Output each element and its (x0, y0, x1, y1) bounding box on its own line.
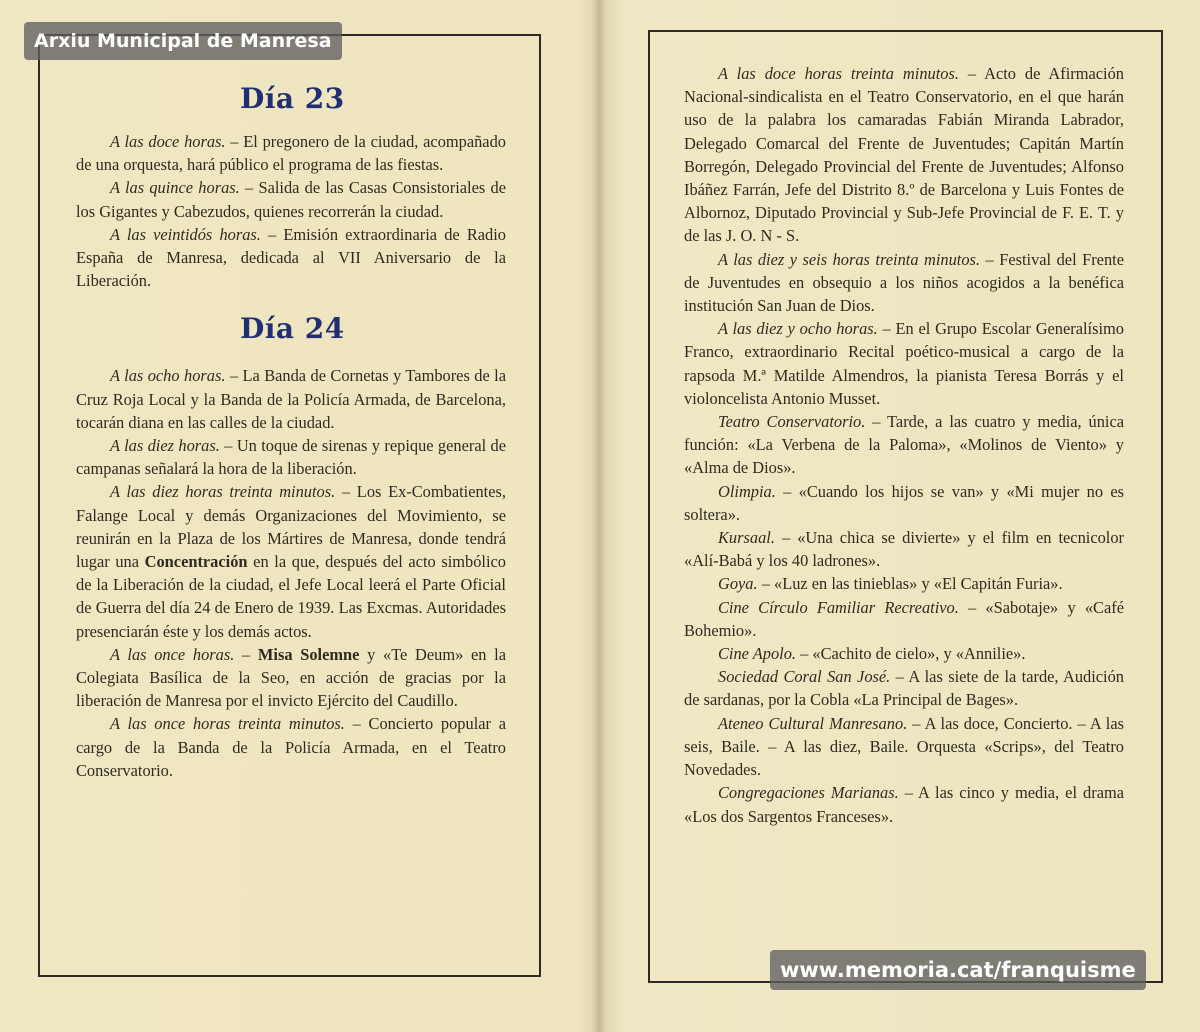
event-text: – El pregonero de la ciudad, acompañado de una orquesta, hará público el programa de las fiestas. (76, 132, 506, 175)
left-page-frame (38, 34, 541, 977)
event-text: – (234, 644, 258, 664)
time-label: A las diez horas treinta minutos. (110, 482, 336, 502)
right-item-5 (684, 480, 1124, 526)
time-label: A las once horas treinta minutos. (110, 714, 345, 734)
event-text: – Festival del Frente de Juventudes en obsequio a los niños acogidos a la benéfica institución San Juan de Dios. (684, 249, 1124, 316)
right-item-2 (684, 248, 1124, 318)
venue-label: Cine Círculo Familiar Recreativo. (718, 597, 959, 617)
time-label: A las diez horas. (110, 436, 220, 456)
time-label: A las veintidós horas. (110, 224, 261, 244)
time-label: A las doce horas. (110, 132, 226, 151)
right-item-8 (684, 596, 1124, 642)
time-label: A las ocho horas. (110, 366, 226, 386)
day23-item-1 (76, 130, 506, 176)
website-watermark: www.memoria.cat/franquisme (770, 950, 1146, 990)
venue-label: Kursaal. (718, 528, 775, 548)
event-text: – Emisión extraordinaria de Radio España de Manresa, dedicada al VII Aniversario de la Liberación. (76, 224, 506, 291)
day23-item-2 (76, 176, 506, 222)
event-text: – A las siete de la tarde, Audición de sardanas, por la Cobla «La Principal de Bages». (684, 667, 1125, 710)
event-text: – «Cuando los hijos se van» y «Mi mujer no es soltera». (684, 481, 1124, 524)
right-item-11 (684, 712, 1124, 782)
right-item-1 (684, 62, 1124, 248)
concentracion-emphasis: Concentración (144, 552, 248, 572)
right-item-4 (684, 410, 1124, 480)
day24-item-4 (76, 643, 506, 713)
day24-item-2 (76, 434, 506, 480)
venue-label: Ateneo Cultural Manresano. (718, 713, 908, 733)
right-item-12 (684, 781, 1124, 827)
venue-label: Olimpia. (718, 481, 776, 501)
event-text: – «Luz en las tinieblas» y «El Capitán Furia». (757, 574, 1063, 594)
venue-label: Teatro Conservatorio. (718, 412, 866, 432)
day24-item-1 (76, 364, 506, 434)
time-label: A las quince horas. (110, 178, 240, 198)
venue-label: Goya. (718, 574, 758, 594)
day-24-heading: Día 24 (240, 312, 345, 346)
time-label: A las once horas. (110, 644, 235, 664)
venue-label: Congregaciones Marianas. (718, 783, 899, 803)
left-page-content (76, 82, 506, 782)
event-text: – Concierto popular a cargo de la Banda de la Policía Armada, en el Teatro Conservatorio. (76, 714, 506, 780)
misa-solemne-emphasis: Misa Solemne (257, 644, 360, 664)
event-text: – En el Grupo Escolar Generalísimo Franco, extraordinario Recital poético-musical a cargo de la rapsoda M.ª Matilde Almendros, la pianista Teresa Borrás y el violoncelista Antonio Musset. (684, 319, 1124, 408)
right-page-frame (648, 30, 1163, 983)
event-text: – Acto de Afirmación Nacional-sindicalista en el Teatro Conservatorio, en el que harán uso de la palabra los camaradas Fabián Miranda Labrador, Delegado Comarcal del Frente de Juventudes; Capitán Martín Borregón, Delegado Provincial del Frente de Juventudes; Alfonso Ibáñez Farrán, Jefe del Distrito 8.º de Barcelona y Luis Fontes de Albornoz, Diputado Provincial y Sub-Jefe Provincial de F. E. T. y de las J. O. N - S. (684, 64, 1124, 246)
venue-label: Cine Apolo. (718, 644, 797, 664)
day-23-heading: Día 23 (240, 82, 345, 115)
day24-item-3 (76, 480, 506, 642)
right-item-6 (684, 526, 1124, 572)
right-item-7 (684, 572, 1124, 595)
event-text: – Tarde, a las cuatro y media, única función: «La Verbena de la Paloma», «Molinos de Viento» y «Alma de Dios». (684, 412, 1125, 478)
right-page-content (684, 62, 1124, 828)
time-label: A las diez y ocho horas. (718, 319, 878, 339)
event-text: – «Cachito de cielo», y «Annilie». (796, 644, 1026, 664)
right-item-10 (684, 665, 1124, 711)
right-item-9 (684, 642, 1124, 665)
archive-watermark: Arxiu Municipal de Manresa (24, 22, 342, 60)
event-text: – A las cinco y media, el drama «Los dos Sargentos Franceses». (684, 783, 1124, 826)
venue-label: Sociedad Coral San José. (718, 667, 891, 687)
event-text: – La Banda de Cornetas y Tambores de la Cruz Roja Local y la Banda de la Policía Armada, de Barcelona, tocarán diana en las calles de la ciudad. (76, 366, 506, 432)
page-fold (592, 0, 606, 1032)
event-text: – Los Ex-Combatientes, Falange Local y demás Organizaciones del Movimiento, se reunirán en la Plaza de los Mártires de Manresa, donde tendrá lugar una (76, 482, 506, 572)
right-item-3 (684, 317, 1124, 410)
event-text: – «Sabotaje» y «Café Bohemio». (684, 597, 1124, 640)
event-text: – Un toque de sirenas y repique general de campanas señalará la hora de la liberación. (76, 436, 507, 479)
time-label: A las diez y seis horas treinta minutos. (718, 249, 981, 269)
event-text: – «Una chica se divierte» y el film en tecnicolor «Alí-Babá y los 40 ladrones». (684, 528, 1124, 571)
event-text: en la que, después del acto simbólico de la Liberación de la ciudad, el Jefe Local leerá el Parte Oficial de Guerra del día 24 de Enero de 1939. Las Excmas. Autoridades presenciarán éste y los demás actos. (76, 552, 506, 641)
event-text: y «Te Deum» en la Colegiata Basílica de la Seo, en acción de gracias por la liberación de Manresa por el invicto Ejército del Caudillo. (76, 644, 506, 711)
time-label: A las doce horas treinta minutos. (718, 64, 959, 83)
day23-item-3 (76, 223, 506, 293)
event-text: – Salida de las Casas Consistoriales de los Gigantes y Cabezudos, quienes recorrerán la ciudad. (76, 178, 506, 221)
event-text: – A las doce, Concierto. – A las seis, Baile. – A las diez, Baile. Orquesta «Scrips», del Teatro Novedades. (684, 713, 1124, 780)
day24-item-5 (76, 712, 506, 782)
